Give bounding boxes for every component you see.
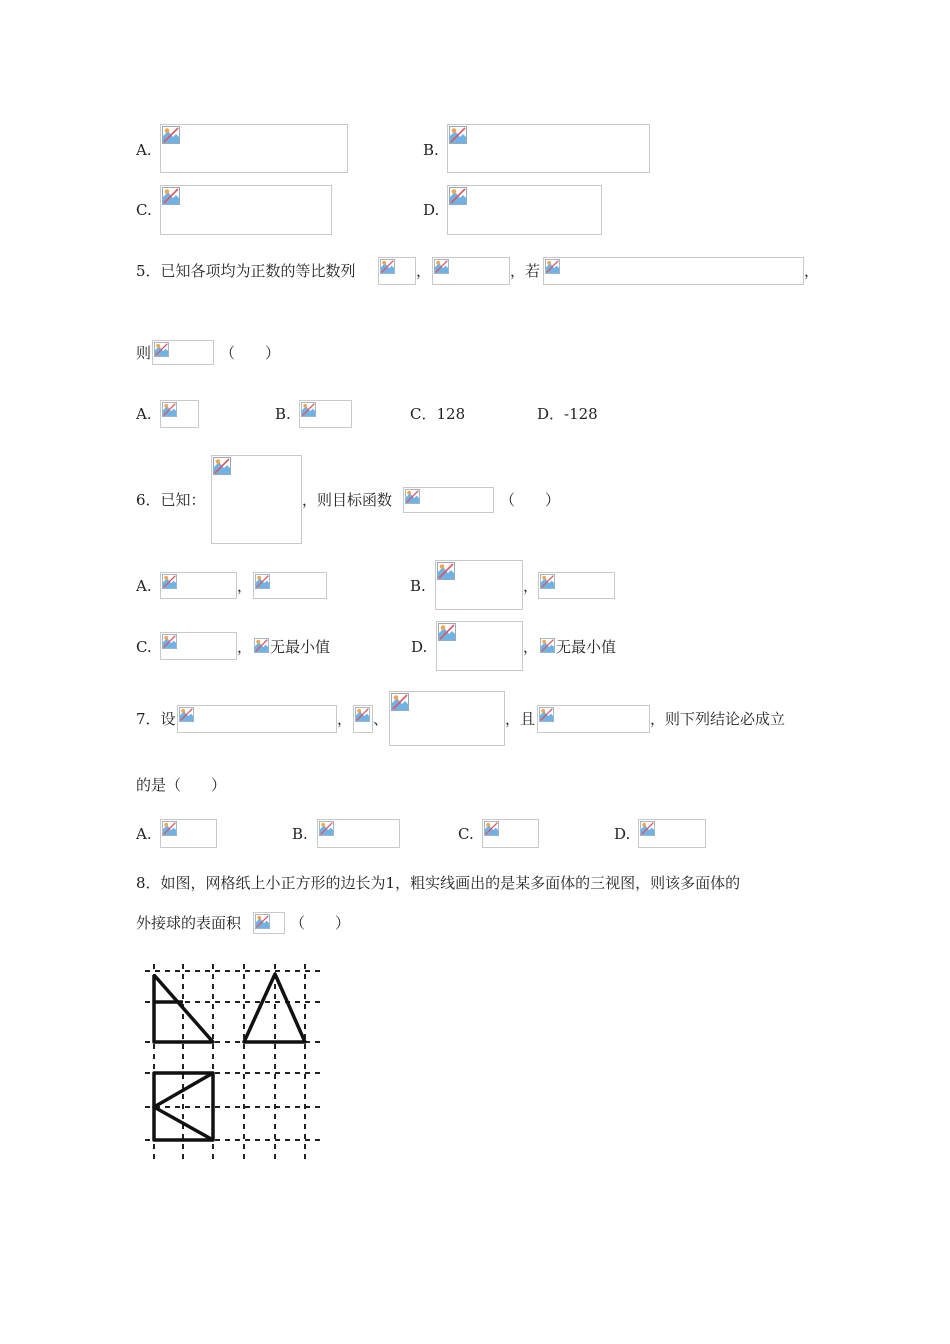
- q6-option-c-comma: ，: [237, 638, 253, 656]
- q4-option-b-formula: [447, 124, 650, 173]
- broken-image-icon: [301, 402, 316, 417]
- broken-image-icon: [254, 638, 269, 653]
- q6-option-a-label: A.: [136, 577, 152, 595]
- q6-option-c-text: 无最小值: [270, 638, 331, 656]
- q6-answer-paren: （ ）: [500, 491, 561, 509]
- broken-image-icon: [162, 634, 177, 649]
- q7-option-d-label: D.: [614, 825, 631, 843]
- broken-image-icon: [319, 821, 334, 836]
- q7-conclusion-text: ，则下列结论必成立: [650, 710, 786, 728]
- view-outlines: [154, 974, 305, 1140]
- q6-option-a-comma: ，: [237, 577, 253, 595]
- broken-image-icon: [162, 821, 177, 836]
- broken-image-icon: [213, 457, 231, 475]
- q4-option-d-label: D.: [423, 201, 440, 219]
- q5-option-b-label: B.: [275, 405, 291, 423]
- q6-option-b-label: B.: [410, 577, 426, 595]
- three-view-figure: [140, 962, 330, 1164]
- q7-option-a-formula: [160, 819, 217, 848]
- q5-target-formula: [152, 340, 214, 365]
- broken-image-icon: [437, 562, 455, 580]
- q6-option-b-formula-2: [538, 572, 615, 599]
- q7-option-a-label: A.: [136, 825, 152, 843]
- q7-option-c-label: C.: [458, 825, 474, 843]
- q8-stem-line1: 8．如图，网格纸上小正方形的边长为1，粗实线画出的是某多面体的三视图，则该多面体的: [136, 874, 741, 892]
- q6-stem: 6．已知：: [136, 491, 206, 509]
- broken-image-icon: [438, 623, 456, 641]
- q5-option-b-formula: [299, 400, 352, 428]
- q7-option-b-label: B.: [292, 825, 308, 843]
- broken-image-icon: [484, 821, 499, 836]
- q7-comma: ，: [337, 710, 353, 728]
- broken-image-icon: [380, 259, 395, 274]
- q5-option-c: C．128: [410, 405, 466, 423]
- broken-image-icon: [405, 489, 420, 504]
- q5-sequence-formula: [378, 257, 416, 285]
- broken-image-icon: [540, 638, 555, 653]
- broken-image-icon: [255, 914, 270, 929]
- broken-image-icon: [640, 821, 655, 836]
- q6-option-b-comma: ，: [523, 577, 539, 595]
- q5-stem: 5．已知各项均为正数的等比数列: [136, 262, 356, 280]
- q6-option-d-text: 无最小值: [556, 638, 617, 656]
- q4-option-d-formula: [447, 185, 602, 235]
- broken-image-icon: [449, 126, 467, 144]
- broken-image-icon: [179, 707, 194, 722]
- q4-option-a-formula: [160, 124, 348, 173]
- broken-image-icon: [355, 707, 370, 722]
- q7-stem-line2: 的是（ ）: [136, 776, 227, 794]
- broken-image-icon: [449, 187, 467, 205]
- broken-image-icon: [162, 574, 177, 589]
- q7-definition-formula: [177, 705, 337, 733]
- q5-condition-formula-1: [432, 257, 510, 285]
- q5-then-text: 则: [136, 344, 152, 362]
- broken-image-icon: [154, 342, 169, 357]
- q4-option-c-formula: [160, 185, 332, 235]
- q6-option-c-var: [254, 638, 270, 654]
- broken-image-icon: [545, 259, 560, 274]
- q7-set-formula: [389, 691, 505, 746]
- broken-image-icon: [255, 574, 270, 589]
- q6-option-d-label: D.: [411, 638, 428, 656]
- q5-comma-end: ，: [804, 262, 820, 280]
- q6-option-a-formula-2: [253, 572, 327, 599]
- q4-option-b-label: B.: [423, 141, 439, 159]
- broken-image-icon: [391, 693, 409, 711]
- q5-condition-formula-2: [543, 257, 804, 285]
- q5-if-text: ，若: [510, 262, 541, 280]
- q5-option-d: D．-128: [537, 405, 598, 423]
- q6-option-d-comma: ，: [523, 638, 539, 656]
- broken-image-icon: [162, 126, 180, 144]
- q6-objective-text: ，则目标函数: [302, 491, 393, 509]
- q7-stem: 7．设: [136, 710, 176, 728]
- q7-and-text: ，且: [505, 710, 536, 728]
- q6-option-c-formula: [160, 632, 237, 660]
- broken-image-icon: [162, 402, 177, 417]
- q4-option-a-label: A.: [136, 141, 152, 159]
- q7-option-b-formula: [317, 819, 400, 848]
- q8-stem-line2: 外接球的表面积: [136, 914, 242, 932]
- broken-image-icon: [540, 574, 555, 589]
- q6-option-d-var: [540, 638, 556, 654]
- q6-option-b-formula-1: [435, 560, 523, 610]
- q5-answer-paren: （ ）: [220, 344, 281, 362]
- q4-option-c-label: C.: [136, 201, 152, 219]
- q7-option-c-formula: [482, 819, 539, 848]
- q7-condition-formula: [537, 705, 650, 733]
- q6-constraint-system: [211, 455, 302, 544]
- broken-image-icon: [539, 707, 554, 722]
- q5-option-a-formula: [160, 400, 199, 428]
- q8-answer-formula: [253, 912, 285, 934]
- q5-comma: ，: [416, 262, 432, 280]
- broken-image-icon: [162, 187, 180, 205]
- q8-answer-paren: （ ）: [290, 914, 351, 932]
- q5-option-a-label: A.: [136, 405, 152, 423]
- q7-var-formula: [353, 705, 373, 733]
- q6-option-c-label: C.: [136, 638, 152, 656]
- q7-separator: 、: [373, 710, 389, 728]
- broken-image-icon: [434, 259, 449, 274]
- q7-option-d-formula: [638, 819, 706, 848]
- q6-objective-formula: [403, 487, 494, 513]
- q6-option-d-formula: [436, 621, 523, 671]
- q6-option-a-formula-1: [160, 572, 237, 599]
